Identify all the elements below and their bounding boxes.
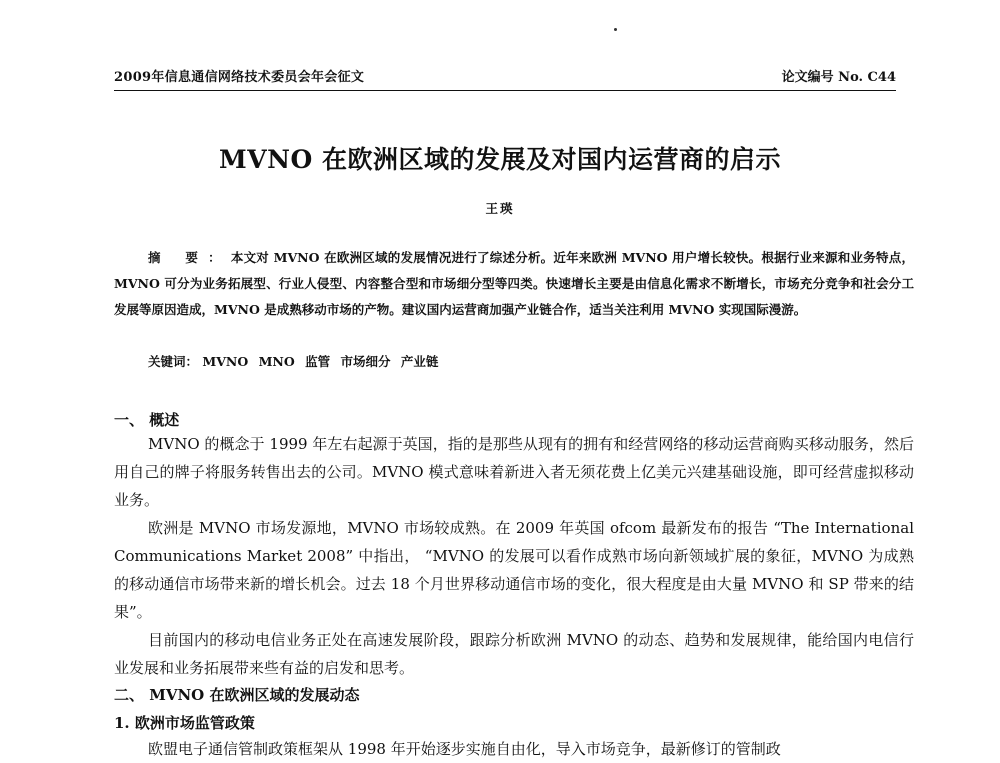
abstract-text: 本文对 MVNO 在欧洲区域的发展情况进行了综述分析。近年来欧洲 MVNO 用户增长较快。根据行业来源和业务特点，MVNO 可分为业务拓展型、行业人侵型、内容整合型和市场细分型等四类。快速增长主要是由信息化需求不断增长，市场充分竞争和社会分工发展等原因造成，MVNO 是成熟移动市场的产物。建议国内运营商加强产业链合作，适当关注利用 MVNO 实现国际漫游。 [114, 250, 915, 317]
abstract [114, 245, 914, 323]
section-overview-body [114, 430, 914, 682]
keyword: 市场细分 [340, 354, 391, 369]
section-heading-overview: 一、 概述 [114, 411, 180, 429]
keyword: 产业链 [400, 354, 439, 369]
paragraph: MVNO 的概念于 1999 年左右起源于英国，指的是那些从现有的拥有和经营网络的移动运营商购买移动服务，然后用自己的牌子将服务转售出去的公司。MVNO 模式意味着新进入者无须花费上亿美元兴建基础设施，即可经营虚拟移动业务。 [114, 435, 914, 509]
header-conference: 2009年信息通信网络技术委员会年会征文 [114, 70, 365, 85]
subsection-heading-regulation: 1. 欧洲市场监管政策 [114, 714, 255, 732]
keyword: MVNO [202, 354, 249, 369]
section-regulation-body [114, 735, 914, 763]
keywords [148, 352, 444, 370]
paragraph: 欧盟电子通信管制政策框架从 1998 年开始逐步实施自由化，导入市场竞争，最新修订的管制政 [148, 740, 781, 758]
keywords-label: 关键词： [148, 354, 199, 369]
paragraph: 欧洲是 MVNO 市场发源地，MVNO 市场较成熟。在 2009 年英国 ofcom 最新发布的报告 “The International Communications Market 2008” 中指出， “MVNO 的发展可以看作成熟市场向新领域扩展的象征，MVNO 为成熟的移动通信市场带来新的增长机会。过去 18 个月世界移动通信市场的变化，很大程度是由大量 MVNO 和 SP 带来的结果”。 [114, 519, 914, 621]
keyword: 监管 [305, 354, 331, 369]
header-paper-number: 论文编号 No. C44 [781, 70, 896, 85]
paper-title: MVNO 在欧洲区域的发展及对国内运营商的启示 [219, 145, 781, 174]
scan-speck [614, 28, 617, 31]
keyword: MNO [258, 354, 295, 369]
paragraph: 目前国内的移动电信业务正处在高速发展阶段，跟踪分析欧洲 MVNO 的动态、趋势和发展规律，能给国内电信行业发展和业务拓展带来些有益的启发和思考。 [114, 631, 914, 677]
running-header [114, 66, 896, 91]
paper-author: 王瑛 [485, 201, 515, 216]
abstract-label: 摘 要： [148, 250, 231, 265]
section-heading-development: 二、 MVNO 在欧洲区域的发展动态 [114, 686, 360, 704]
